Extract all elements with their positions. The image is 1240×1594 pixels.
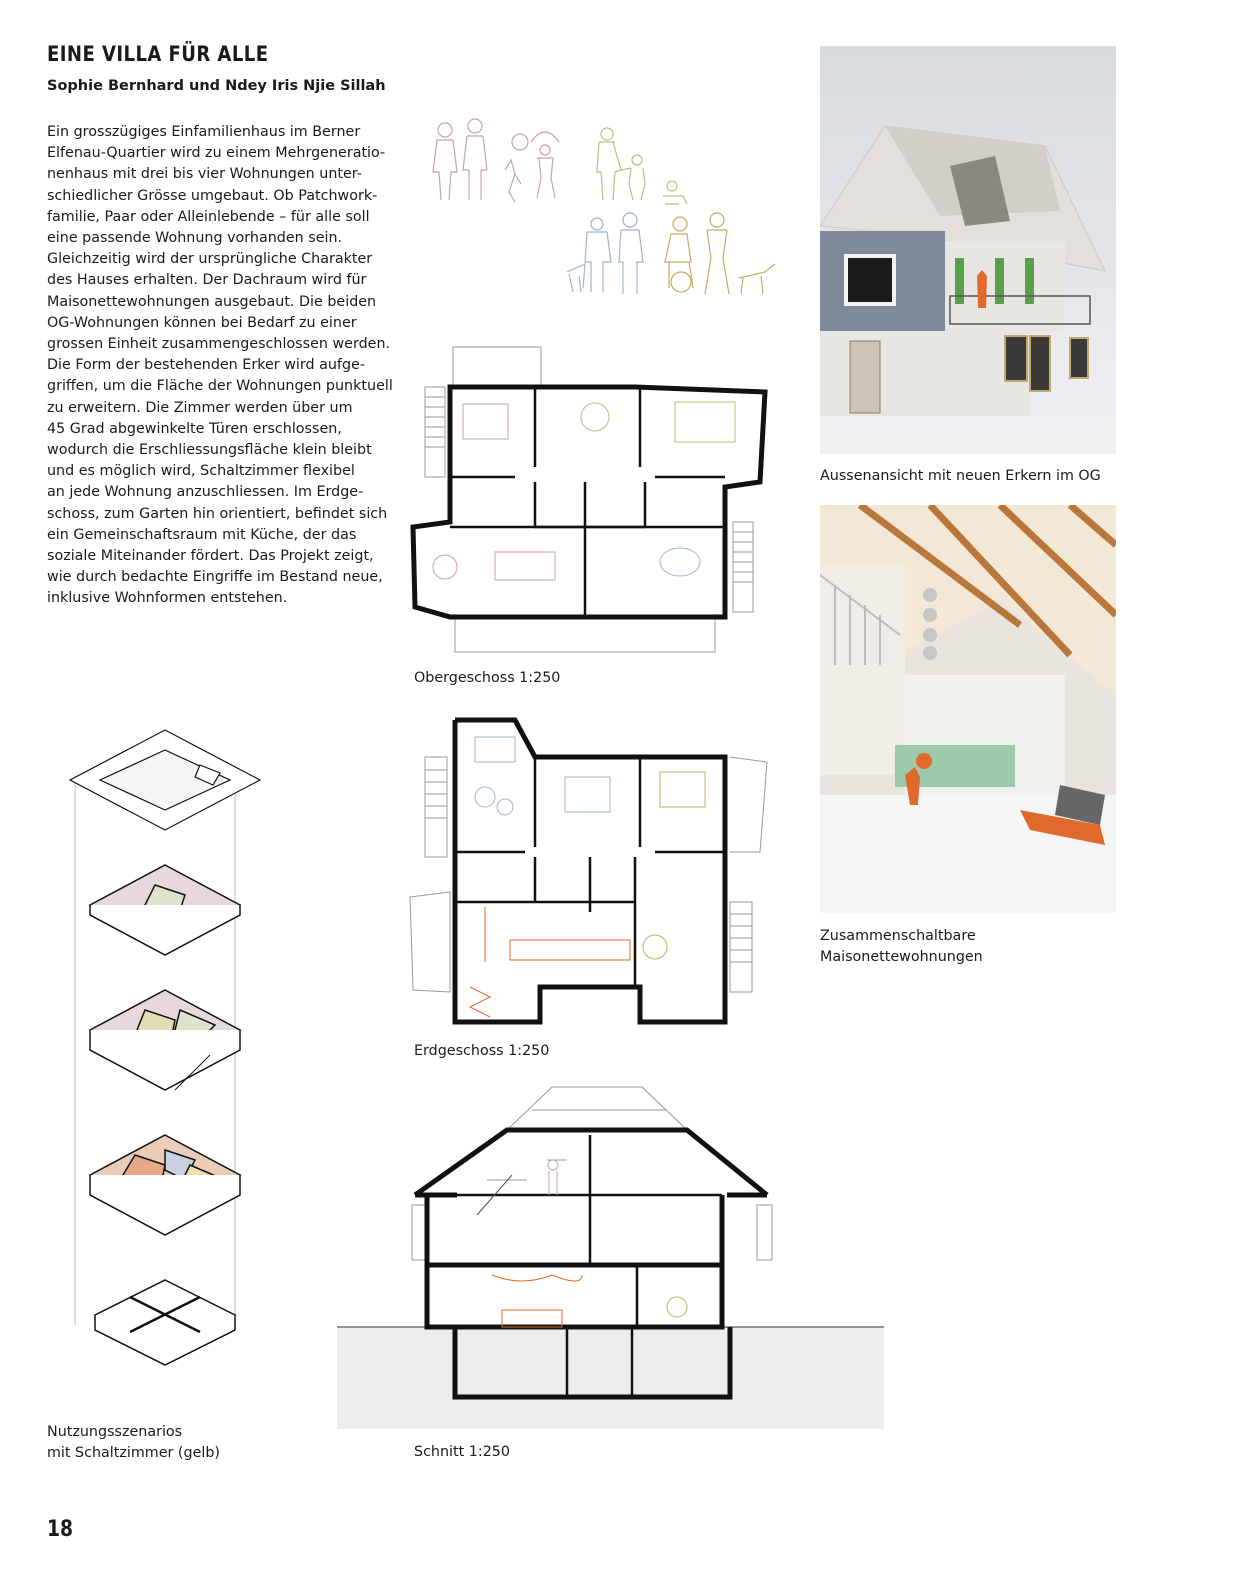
body-line: inklusive Wohnformen entstehen.	[47, 590, 288, 607]
body-line: griffen, um die Fläche der Wohnungen punktuell	[47, 378, 393, 395]
body-line: des Hauses erhalten. Der Dachraum wird für	[47, 272, 367, 289]
body-line: zu erweitern. Die Zimmer werden über um	[47, 399, 353, 416]
caption-aussen: Aussenansicht mit neuen Erkern im OG	[820, 468, 1101, 484]
isometric-usage-scenarios	[65, 725, 265, 1395]
obergeschoss-plan	[385, 342, 800, 657]
caption-maisonette-1: Zusammenschaltbare	[820, 928, 976, 944]
authors: Sophie Bernhard und Ndey Iris Njie Sillah	[47, 78, 386, 94]
caption-nutzung-2: mit Schaltzimmer (gelb)	[47, 1445, 221, 1461]
body-line: Die Form der bestehenden Erker wird aufge-	[47, 357, 365, 374]
body-line: wodurch die Erschliessungsfläche klein bleibt	[47, 442, 372, 459]
body-line: familie, Paar oder Alleinlebende – für alle soll	[47, 208, 370, 225]
body-line: Elfenau-Quartier wird zu einem Mehrgeneratio-	[47, 145, 386, 162]
body-text	[47, 122, 392, 610]
body-line: nenhaus mit drei bis vier Wohnungen unter-	[47, 166, 362, 183]
body-line: 45 Grad abgewinkelte Türen erschlossen,	[47, 420, 342, 437]
body-line: OG-Wohnungen können bei Bedarf zu einer	[47, 314, 357, 331]
body-line: und es möglich wird, Schaltzimmer flexibel	[47, 463, 355, 480]
body-line: soziale Miteinander fördert. Das Projekt zeigt,	[47, 548, 374, 565]
page-title: EINE VILLA FÜR ALLE	[47, 42, 269, 66]
caption-erdgeschoss: Erdgeschoss 1:250	[414, 1043, 550, 1059]
body-line: schoss, zum Garten hin orientiert, befindet sich	[47, 505, 388, 522]
body-line: an jede Wohnung anzuschliessen. Im Erdge-	[47, 484, 364, 501]
body-line: Ein grosszügiges Einfamilienhaus im Berner	[47, 124, 361, 140]
body-line: wie durch bedachte Eingriffe im Bestand neue,	[47, 569, 383, 586]
caption-nutzung-1: Nutzungsszenarios	[47, 1424, 183, 1440]
caption-maisonette-2: Maisonettewohnungen	[820, 949, 983, 965]
body-line: eine passende Wohnung vorhanden sein.	[47, 230, 343, 247]
body-line: Gleichzeitig wird der ursprüngliche Charakter	[47, 251, 373, 268]
people-figures-illustration	[425, 112, 785, 302]
page-number: 18	[47, 1517, 74, 1542]
exterior-model-photo	[820, 46, 1116, 454]
body-line: Maisonettewohnungen ausgebaut. Die beiden	[47, 293, 377, 310]
caption-obergeschoss: Obergeschoss 1:250	[414, 670, 561, 686]
caption-schnitt: Schnitt 1:250	[414, 1444, 510, 1460]
body-line: ein Gemeinschaftsraum mit Küche, der das	[47, 526, 357, 543]
interior-maisonette-photo	[820, 505, 1116, 913]
schnitt-section	[337, 1085, 885, 1431]
body-line: schiedlicher Grösse umgebaut. Ob Patchwork-	[47, 187, 378, 204]
erdgeschoss-plan	[385, 712, 800, 1032]
body-line: grossen Einheit zusammengeschlossen werden.	[47, 336, 391, 353]
